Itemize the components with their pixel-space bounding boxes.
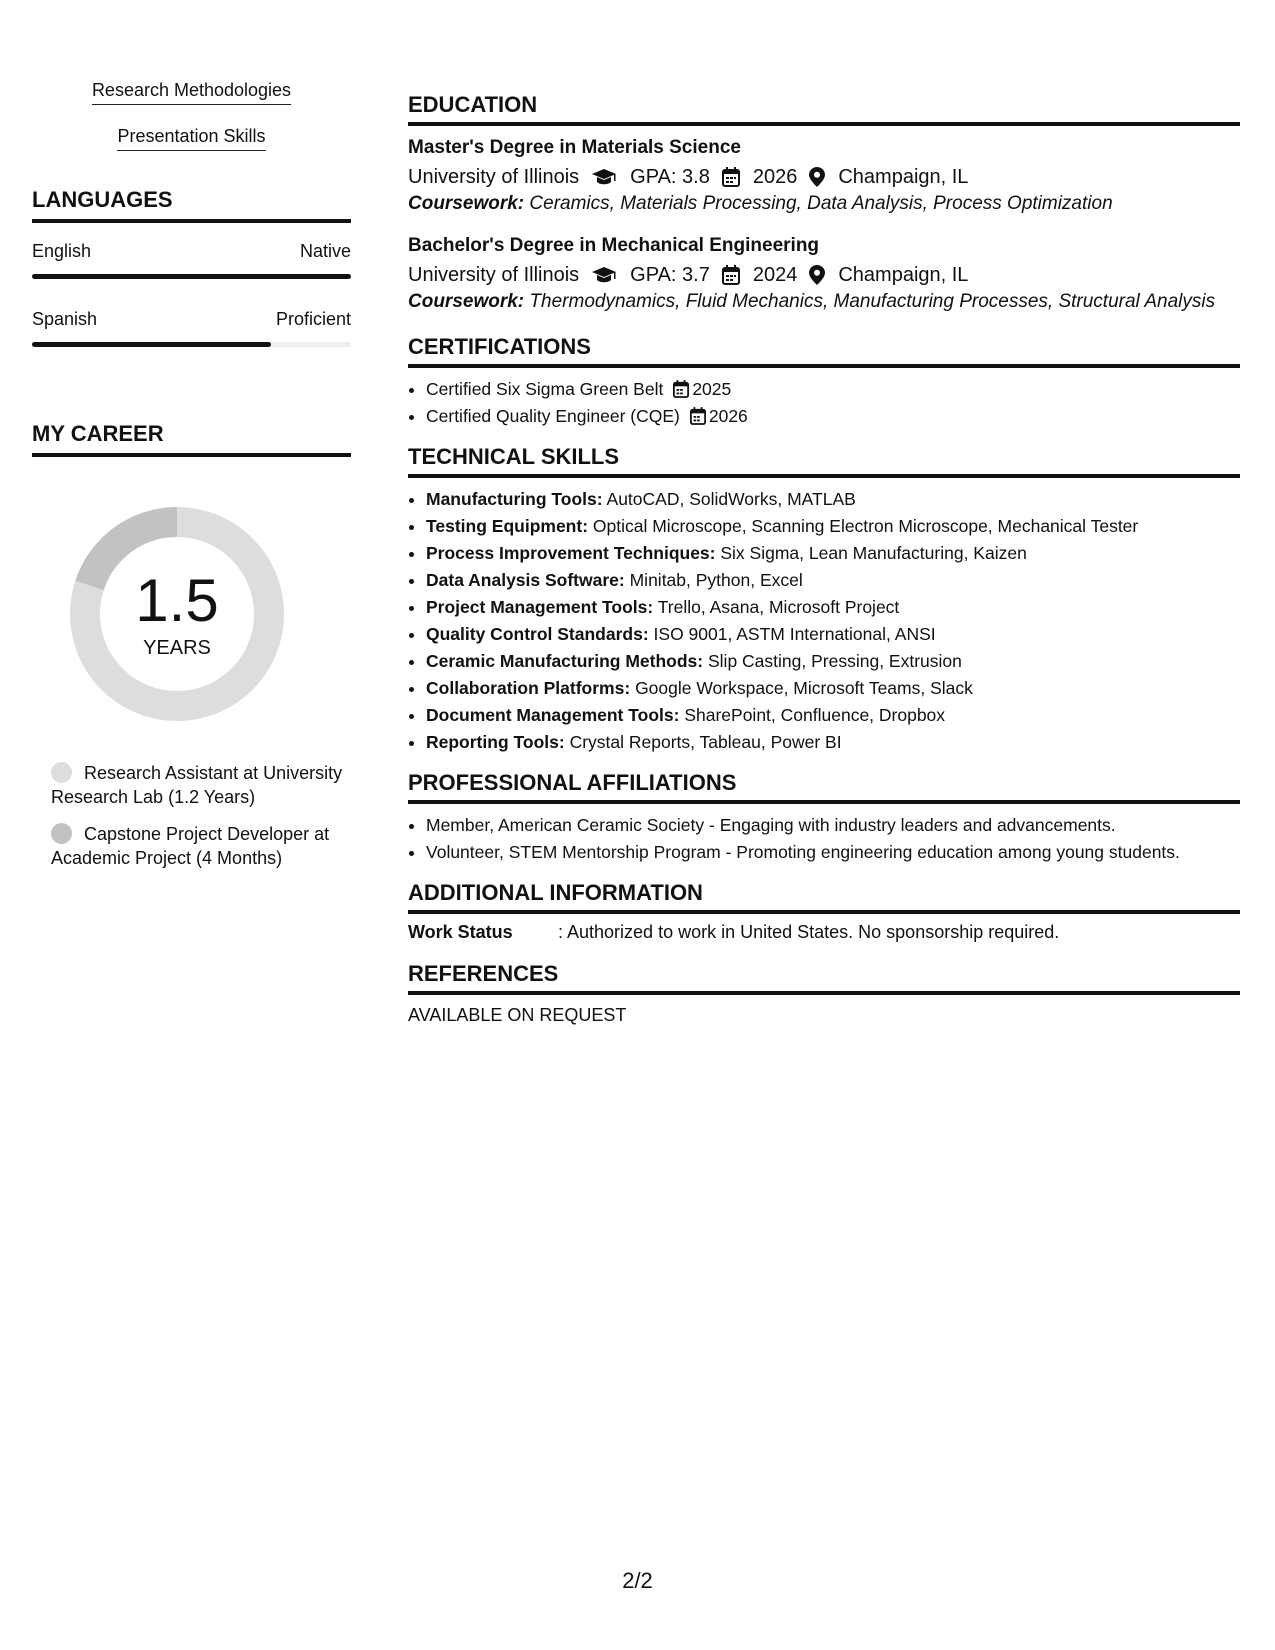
skill-item: • Process Improvement Techniques: Six Sigma, Lean Manufacturing, Kaizen [426,540,1240,567]
career-heading: MY CAREER [32,421,351,457]
language-item [32,309,351,347]
calendar-icon [722,167,740,187]
technical-skills-heading: TECHNICAL SKILLS [408,444,1240,478]
language-bar-fill [32,274,351,279]
education-heading: EDUCATION [408,92,1240,126]
certification-item: • Certified Quality Engineer (CQE) 2026 [426,403,1240,430]
additional-info-heading: ADDITIONAL INFORMATION [408,880,1240,914]
degree-title: Master's Degree in Materials Science [408,137,741,158]
location: Champaign, IL [838,166,969,188]
language-item [32,241,351,279]
affiliation-item: • Member, American Ceramic Society - Engaging with industry leaders and advancements. [426,812,1240,839]
location-pin-icon [809,265,825,285]
skill-item: • Manufacturing Tools: AutoCAD, SolidWorks, MATLAB [426,486,1240,513]
technical-skills-list [408,486,1240,756]
skill-item: • Quality Control Standards: ISO 9001, ASTM International, ANSI [426,621,1240,648]
graduation-cap-icon [591,168,617,186]
references-heading: REFERENCES [408,961,1240,995]
calendar-icon [722,265,740,285]
skill-item: • Ceramic Manufacturing Methods: Slip Casting, Pressing, Extrusion [426,648,1240,675]
skill-tag: Research Methodologies [32,80,351,105]
skill-item: • Testing Equipment: Optical Microscope, Scanning Electron Microscope, Mechanical Tester [426,513,1240,540]
skill-item: • Project Management Tools: Trello, Asana, Microsoft Project [426,594,1240,621]
career-years-unit: YEARS [143,637,211,659]
gpa: GPA: 3.8 [630,166,710,188]
career-item: Capstone Project Developer at Academic Project (4 Months) [51,824,330,868]
work-status-row [408,922,1240,943]
skill-item: • Data Analysis Software: Minitab, Python, Excel [426,567,1240,594]
affiliations-list [408,812,1240,866]
coursework: Coursework: Thermodynamics, Fluid Mechanics, Manufacturing Processes, Structural Analysis [408,291,1216,312]
work-status-value: : Authorized to work in United States. No sponsorship required. [558,922,1060,942]
degree-title: Bachelor's Degree in Mechanical Engineering [408,235,820,256]
education-item [408,232,1240,314]
language-bar-fill [32,342,271,347]
career-item: Research Assistant at University Research Lab (1.2 Years) [51,763,343,807]
language-level: Native [299,241,351,261]
coursework: Coursework: Ceramics, Materials Processing, Data Analysis, Process Optimization [408,193,1113,214]
gpa: GPA: 3.7 [630,264,710,286]
work-status-label: Work Status [408,922,513,942]
education-item [408,134,1240,216]
career-donut-chart [64,501,290,727]
references-text: AVAILABLE ON REQUEST [408,1005,627,1025]
affiliation-item: • Volunteer, STEM Mentorship Program - Promoting engineering education among young students. [426,839,1240,866]
language-name: Spanish [32,309,98,329]
certification-item: • Certified Six Sigma Green Belt 2025 [426,376,1240,403]
career-dot [51,823,72,844]
languages-heading: LANGUAGES [32,187,351,223]
graduation-year: 2026 [752,166,798,188]
career-years: 1.5 [135,567,219,634]
language-bar [32,274,351,279]
language-bar [32,342,351,347]
skill-item: • Reporting Tools: Crystal Reports, Tableau, Power BI [426,729,1240,756]
calendar-icon [690,407,706,425]
skill-item: • Document Management Tools: SharePoint, Confluence, Dropbox [426,702,1240,729]
calendar-icon [673,380,689,398]
career-list [51,761,351,870]
career-dot [51,762,72,783]
affiliations-heading: PROFESSIONAL AFFILIATIONS [408,770,1240,804]
language-level: Proficient [275,309,351,329]
location-pin-icon [809,167,825,187]
page-number: 2/2 [622,1568,653,1593]
sidebar [32,80,351,883]
main-content [408,92,1240,1026]
certifications-list [408,376,1240,430]
school-name: University of Illinois [408,166,580,188]
skill-tag: Presentation Skills [32,126,351,151]
school-name: University of Illinois [408,264,580,286]
location: Champaign, IL [838,264,969,286]
certifications-heading: CERTIFICATIONS [408,334,1240,368]
graduation-cap-icon [591,266,617,284]
skill-item: • Collaboration Platforms: Google Workspace, Microsoft Teams, Slack [426,675,1240,702]
graduation-year: 2024 [752,264,798,286]
language-name: English [32,241,92,261]
